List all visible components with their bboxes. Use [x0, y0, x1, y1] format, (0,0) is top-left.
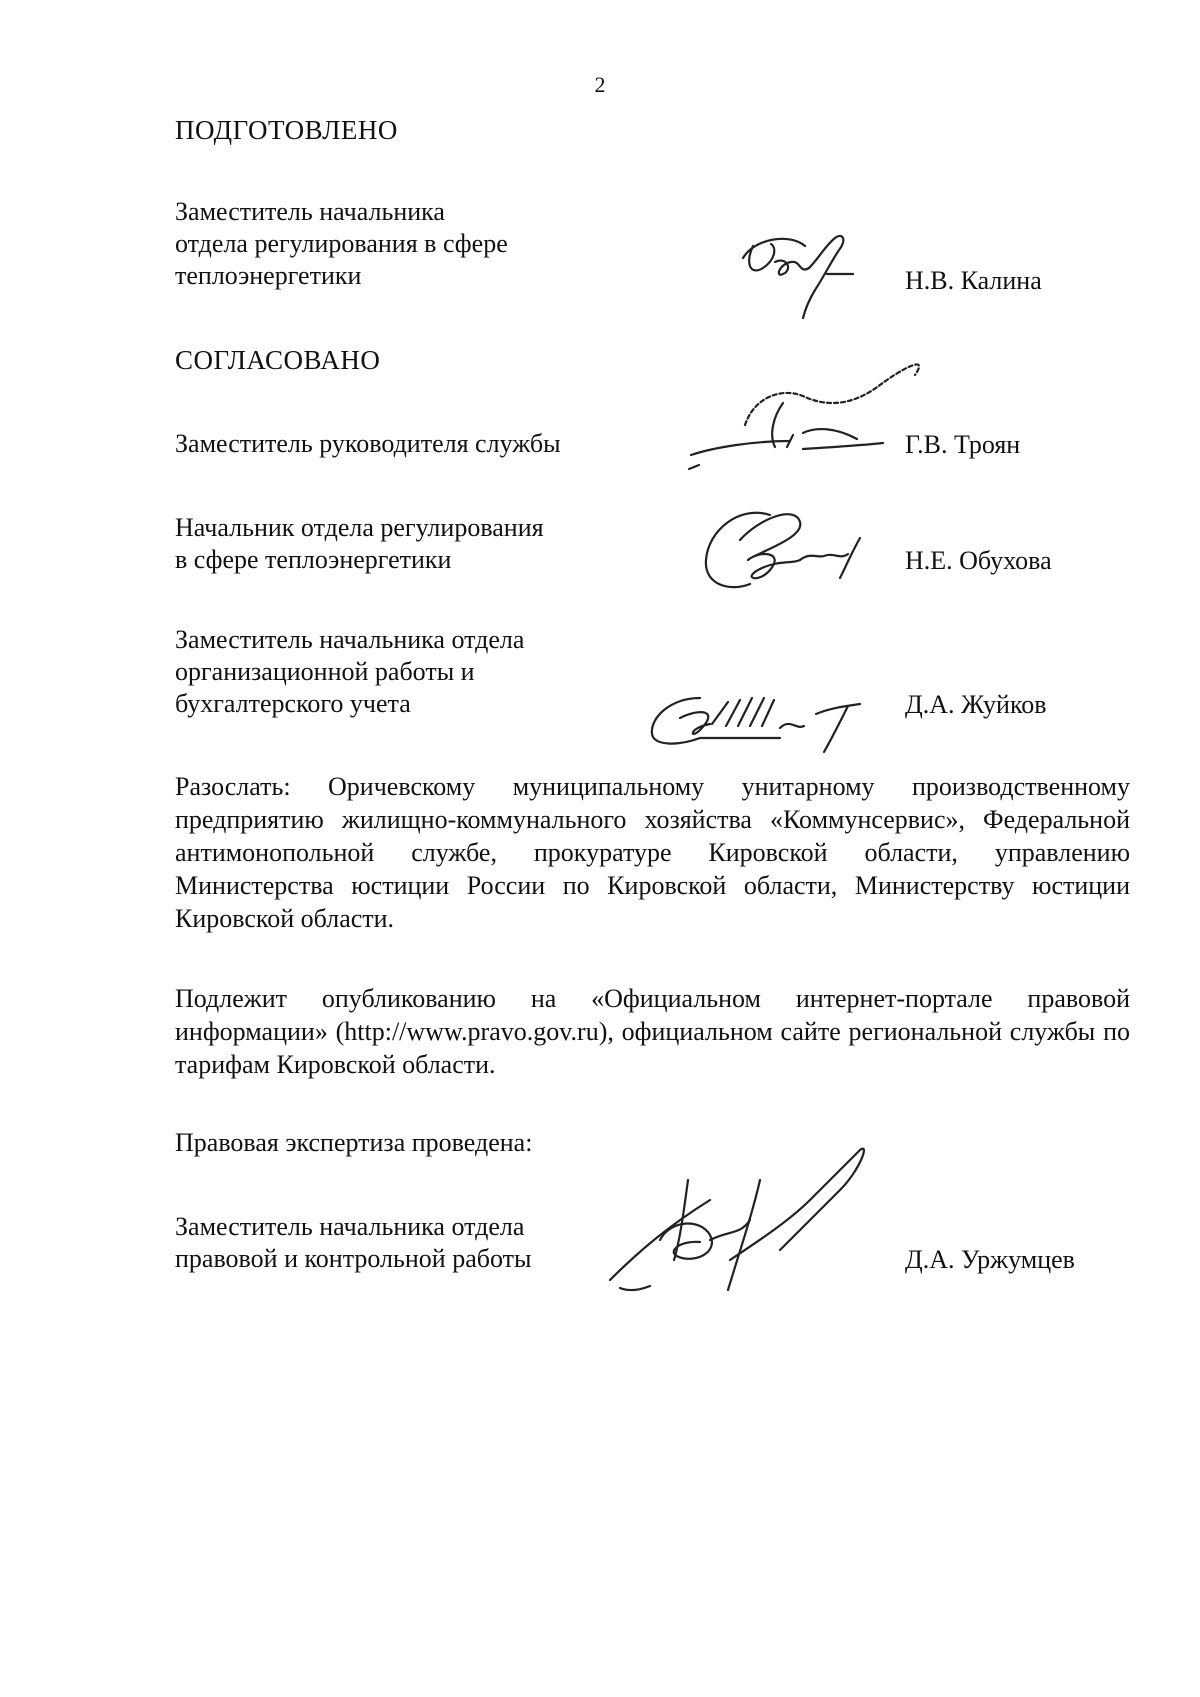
- prepared-heading: ПОДГОТОВЛЕНО: [175, 115, 398, 145]
- publication-paragraph: Подлежит опубликованию на «Официальном интернет-портале правовой информации» (http://www.pravo.gov.ru), официальном сайте региональной службы по тарифам Кировской области.: [175, 984, 1130, 1079]
- signatory-name: Д.А. Жуйков: [905, 690, 1047, 719]
- signatory-name: Г.В. Троян: [905, 430, 1021, 459]
- distribution-paragraph: Разослать: Оричевскому муниципальному унитарному производственному предприятию жилищно-коммунального хозяйства «Коммунсервис», Федеральной антимонопольной службе, прокуратуре Кировской области, управлению Министерства юстиции России по Кировской области, Министерству юстиции Кировской области.: [175, 772, 1130, 933]
- signatory-role: Начальник отдела регулирования в сфере теплоэнергетики: [175, 513, 544, 574]
- agreed-heading: СОГЛАСОВАНО: [175, 345, 381, 375]
- signatory-role: Заместитель начальника отдела организационной работы и бухгалтерского учета: [175, 625, 525, 718]
- signature-obukhova: [700, 500, 880, 600]
- signature-zhuikov: [640, 668, 880, 758]
- signature-urzhumtsev: [590, 1140, 930, 1310]
- signatory-name: Д.А. Уржумцев: [905, 1245, 1075, 1274]
- signature-kalina: [735, 228, 870, 323]
- legal-review-label: Правовая экспертиза проведена:: [175, 1128, 533, 1157]
- signatory-role: Заместитель начальника отдела правовой и контрольной работы: [175, 1212, 532, 1273]
- page-number: 2: [594, 72, 606, 97]
- signatory-role: Заместитель начальника отдела регулирования в сфере теплоэнергетики: [175, 197, 508, 290]
- signatory-name: Н.Е. Обухова: [905, 546, 1052, 575]
- signatory-role: Заместитель руководителя службы: [175, 429, 561, 458]
- signature-troyan: [685, 355, 925, 495]
- signatory-name: Н.В. Калина: [905, 266, 1042, 295]
